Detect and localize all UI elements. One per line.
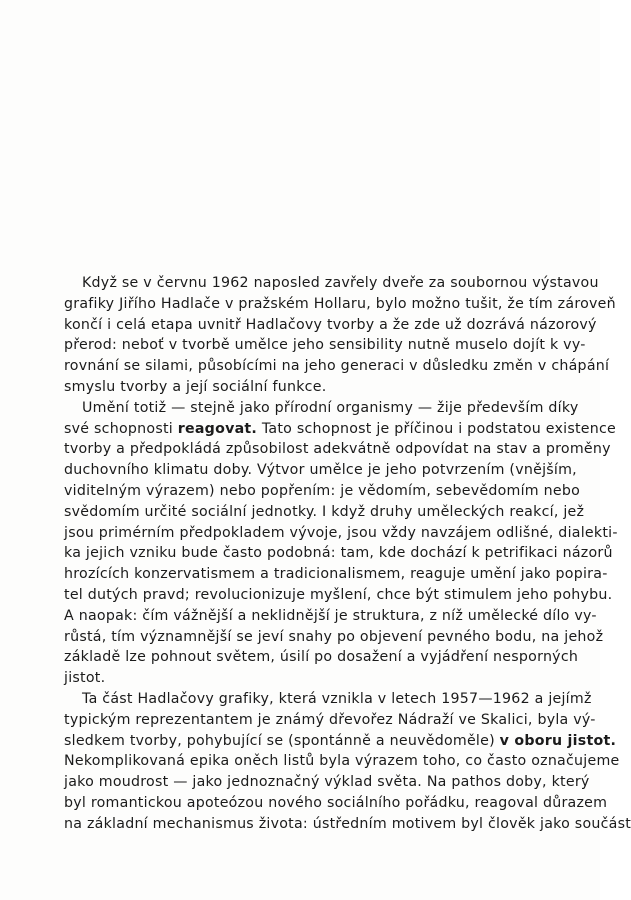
- text-line: byl romantickou apoteózou nového sociálního pořádku, reagoval důrazem: [64, 794, 608, 811]
- text-line: rovnání se silami, působícími na jeho generaci v důsledku změn v chápání: [64, 358, 610, 375]
- paragraph: [64, 398, 618, 689]
- text-line: Umění totiž — stejně jako přírodní organismy — žije především díky: [82, 399, 579, 416]
- text-line: [64, 419, 617, 440]
- text-line: A naopak: čím vážnější a neklidnější je struktura, z níž umělecké dílo vy-: [64, 607, 597, 624]
- body-text: [64, 273, 631, 835]
- text-line: typickým reprezentantem je známý dřevořez Nádraží ve Skalici, byla vý-: [64, 711, 596, 728]
- text-line: tvorby a předpokládá způsobilost adekvátně odpovídat na stav a proměny: [64, 441, 611, 458]
- text-line: ka jejich vzniku bude často podobná: tam, kde dochází k petrifikaci názorů: [64, 545, 613, 562]
- text-line: jako moudrost — jako jednoznačný výklad světa. Na pathos doby, který: [64, 774, 590, 791]
- text-line: [64, 731, 617, 752]
- bold-term: v oboru jistot.: [499, 732, 617, 749]
- text-line: viditelným výrazem) nebo popřením: je vědomím, sebevědomím nebo: [64, 482, 581, 499]
- text-line: Když se v červnu 1962 naposled zavřely dveře za soubornou výstavou: [82, 275, 599, 291]
- text-line: smyslu tvorby a její sociální funkce.: [64, 378, 327, 395]
- text-line: růstá, tím významnější se jeví snahy po objevení pevného bodu, na jehož: [64, 628, 604, 645]
- text-line: Ta část Hadlačovy grafiky, která vznikla v letech 1957—1962 a jejímž: [82, 690, 592, 707]
- text-segment: své schopnosti: [64, 420, 178, 437]
- paragraph: [64, 689, 631, 835]
- text-line: jsou primérním předpokladem vývoje, jsou vždy navzájem odlišné, dialekti-: [64, 524, 618, 541]
- text-line: základě lze pohnout světem, úsilí po dosažení a vyjádření nesporných: [64, 649, 579, 666]
- text-line: grafiky Jiřího Hadlače v pražském Hollaru, bylo možno tušit, že tím zároveň: [64, 295, 616, 312]
- text-segment: Tato schopnost je příčinou i podstatou existence: [257, 420, 617, 437]
- text-line: přerod: neboť v tvorbě umělce jeho sensibility nutně muselo dojít k vy-: [64, 337, 586, 354]
- text-line: končí i celá etapa uvnitř Hadlačovy tvorby a že zde už dozrává názorový: [64, 316, 597, 333]
- text-line: na základní mechanismus života: ústředním motivem byl člověk jako součást: [64, 815, 631, 832]
- text-line: duchovního klimatu doby. Výtvor umělce je jeho potvrzením (vnějším,: [64, 462, 577, 479]
- text-line: svědomím určité sociální jednotky. I když druhy uměleckých reakcí, jež: [64, 503, 585, 520]
- text-line: tel dutých pravd; revolucionizuje myšlení, chce být stimulem jeho pohybu.: [64, 586, 613, 603]
- paragraph: [64, 273, 616, 398]
- bold-term: reagovat.: [177, 420, 258, 437]
- text-line: Nekomplikovaná epika oněch listů byla výrazem toho, co často označujeme: [64, 753, 620, 770]
- text-line: jistot.: [64, 670, 106, 687]
- text-segment: sledkem tvorby, pohybující se (spontánně a neuvědoměle): [64, 732, 500, 749]
- text-line: hrozících konzervatismem a tradicionalismem, reaguje umění jako popira-: [64, 566, 608, 583]
